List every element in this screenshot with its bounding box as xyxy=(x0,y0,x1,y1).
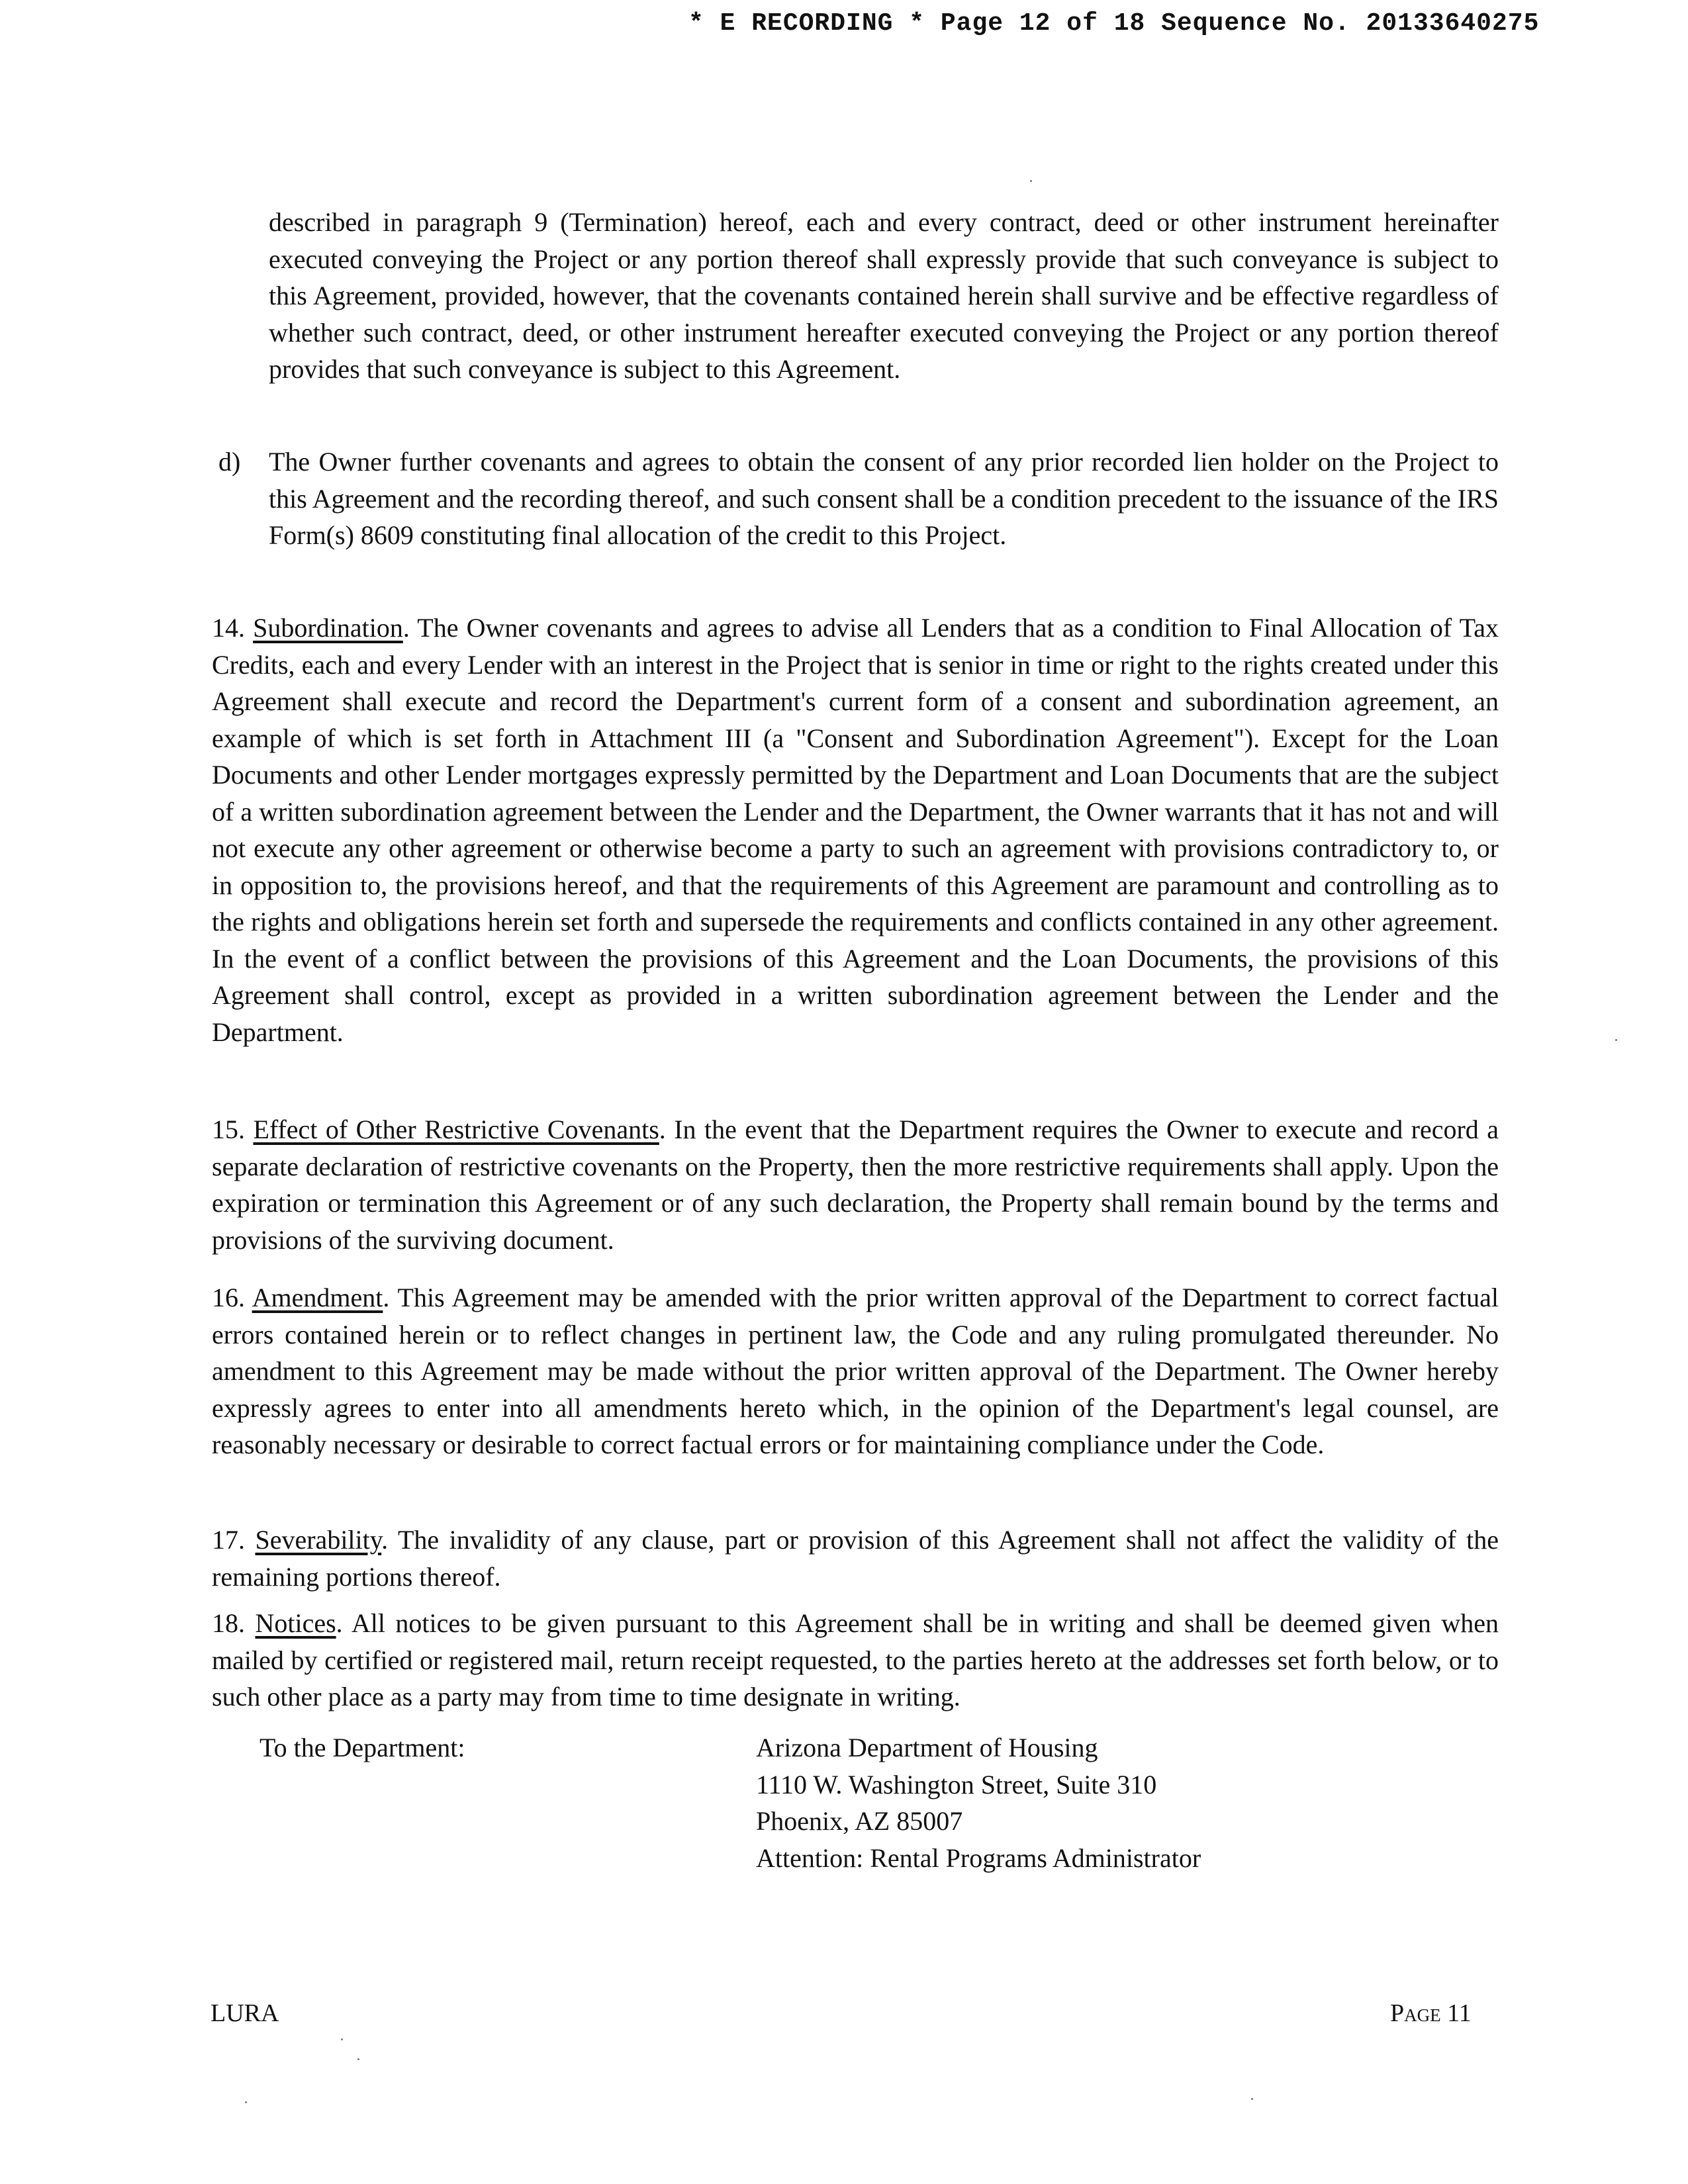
section-heading: Amendment xyxy=(252,1283,383,1312)
address-line: Arizona Department of Housing xyxy=(756,1733,1098,1762)
address-line: Attention: Rental Programs Administrator xyxy=(756,1843,1201,1873)
section-17: 17. Severability. The invalidity of any clause, part or provision of this Agreement shall not affect the validity of the remaining portions thereof. xyxy=(212,1525,1499,1592)
paragraph-c-continued: described in paragraph 9 (Termination) hereof, each and every contract, deed or other instrument hereinafter executed conveying the Project or any portion thereof shall expressly provide that such conveyance is subject to this Agreement, provided, however, that the covenants contained herein shall survive and be effective regardless of whether such contract, deed, or other instrument hereafter executed conveying the Project or any portion thereof provides that such conveyance is subject to this Agreement. xyxy=(269,207,1499,384)
section-heading: Effect of Other Restrictive Covenants xyxy=(253,1115,659,1144)
notice-address-block xyxy=(756,1729,1484,1876)
section-number: 15. xyxy=(212,1115,245,1144)
address-line: Phoenix, AZ 85007 xyxy=(756,1806,963,1836)
address-line: 1110 W. Washington Street, Suite 310 xyxy=(756,1769,1157,1799)
footer-page-number: Page 11 xyxy=(1390,1999,1472,2027)
paragraph-d-label: d) xyxy=(218,447,241,477)
section-heading: Subordination xyxy=(253,613,403,643)
scan-speck xyxy=(357,2058,359,2060)
section-16: 16. Amendment. This Agreement may be amended with the prior written approval of the Department to correct factual errors contained herein or to reflect changes in pertinent law, the Code and any ruling promulgated thereunder. No amendment to this Agreement may be made without the prior written approval of the Department. The Owner hereby expressly agrees to enter into all amendments hereto which, in the opinion of the Department's legal counsel, are reasonably necessary or desirable to correct factual errors or for maintaining compliance under the Code. xyxy=(212,1283,1499,1459)
section-18: 18. Notices. All notices to be given pursuant to this Agreement shall be in writing and shall be deemed given when mailed by certified or registered mail, return receipt requested, to the parties hereto at the addresses set forth below, or to such other place as a party may from time to time designate in writing. xyxy=(212,1608,1499,1711)
scan-speck xyxy=(1030,180,1032,182)
notice-recipient-label: To the Department: xyxy=(259,1733,465,1762)
section-number: 16. xyxy=(212,1283,245,1312)
scan-speck xyxy=(341,2038,343,2040)
section-heading: Notices xyxy=(255,1608,336,1638)
scan-speck xyxy=(245,2101,247,2103)
section-text: The invalidity of any clause, part or provision of this Agreement shall not affect the validity of the remaining portions thereof. xyxy=(212,1525,1499,1592)
section-text: The Owner covenants and agrees to advise all Lenders that as a condition to Final Allocation of Tax Credits, each and every Lender with an interest in the Project that is senior in time or right to the rights created under this Agreement shall execute and record the Department's current form of a consent and subordination agreement, an example of which is set forth in Attachment III (a "Consent and Subordination Agreement"). Except for the Loan Documents and other Lender mortgages expressly permitted by the Department and Loan Documents that are the subject of a written subordination agreement between the Lender and the Department, the Owner warrants that it has not and will not execute any other agreement or otherwise become a party to such an agreement with provisions contradictory to, or in opposition to, the provisions hereof, and that the requirements of this Agreement are paramount and controlling as to the rights and obligations herein set forth and supersede the requirements and conflicts contained in any other agreement. In the event of a conflict between the provisions of this Agreement and the Loan Documents, the provisions of this Agreement shall control, except as provided in a written subordination agreement between the Lender and the Department. xyxy=(212,613,1499,1047)
scan-speck xyxy=(1615,1039,1617,1041)
section-14: 14. Subordination. The Owner covenants and agrees to advise all Lenders that as a condition to Final Allocation of Tax Credits, each and every Lender with an interest in the Project that is senior in time or right to the rights created under this Agreement shall execute and record the Department's current form of a consent and subordination agreement, an example of which is set forth in Attachment III (a "Consent and Subordination Agreement"). Except for the Loan Documents and other Lender mortgages expressly permitted by the Department and Loan Documents that are the subject of a written subordination agreement between the Lender and the Department, the Owner warrants that it has not and will not execute any other agreement or otherwise become a party to such an agreement with provisions contradictory to, or in opposition to, the provisions hereof, and that the requirements of this Agreement are paramount and controlling as to the rights and obligations herein set forth and supersede the requirements and conflicts contained in any other agreement. In the event of a conflict between the provisions of this Agreement and the Loan Documents, the provisions of this Agreement shall control, except as provided in a written subordination agreement between the Lender and the Department. xyxy=(212,613,1499,1047)
section-text: In the event that the Department requires the Owner to execute and record a separate declaration of restrictive covenants on the Property, then the more restrictive requirements shall apply. Upon the expiration or termination this Agreement or of any such declaration, the Property shall remain bound by the terms and provisions of the surviving document. xyxy=(212,1115,1499,1255)
section-number: 14. xyxy=(212,613,245,643)
section-heading: Severability xyxy=(255,1525,382,1555)
section-15: 15. Effect of Other Restrictive Covenants. In the event that the Department requires the Owner to execute and record a separate declaration of restrictive covenants on the Property, then the more restrictive requirements shall apply. Upon the expiration or termination this Agreement or of any such declaration, the Property shall remain bound by the terms and provisions of the surviving document. xyxy=(212,1115,1499,1255)
section-text: All notices to be given pursuant to this Agreement shall be in writing and shall be deemed given when mailed by certified or registered mail, return receipt requested, to the parties hereto at the addresses set forth below, or to such other place as a party may from time to time designate in writing. xyxy=(212,1608,1499,1711)
section-text: This Agreement may be amended with the prior written approval of the Department to correct factual errors contained herein or to reflect changes in pertinent law, the Code and any ruling promulgated thereunder. No amendment to this Agreement may be made without the prior written approval of the Department. The Owner hereby expressly agrees to enter into all amendments hereto which, in the opinion of the Department's legal counsel, are reasonably necessary or desirable to correct factual errors or for maintaining compliance under the Code. xyxy=(212,1283,1499,1459)
paragraph-d-text: The Owner further covenants and agrees to obtain the consent of any prior recorded lien holder on the Project to this Agreement and the recording thereof, and such consent shall be a condition precedent to the issuance of the IRS Form(s) 8609 constituting final allocation of the credit to this Project. xyxy=(269,447,1499,550)
section-number: 18. xyxy=(212,1608,245,1638)
scan-speck xyxy=(1251,2098,1253,2100)
recording-stamp: * E RECORDING * Page 12 of 18 Sequence No. 20133640275 xyxy=(688,9,1540,38)
section-number: 17. xyxy=(212,1525,245,1555)
footer-document-id: LURA xyxy=(211,1999,279,2027)
